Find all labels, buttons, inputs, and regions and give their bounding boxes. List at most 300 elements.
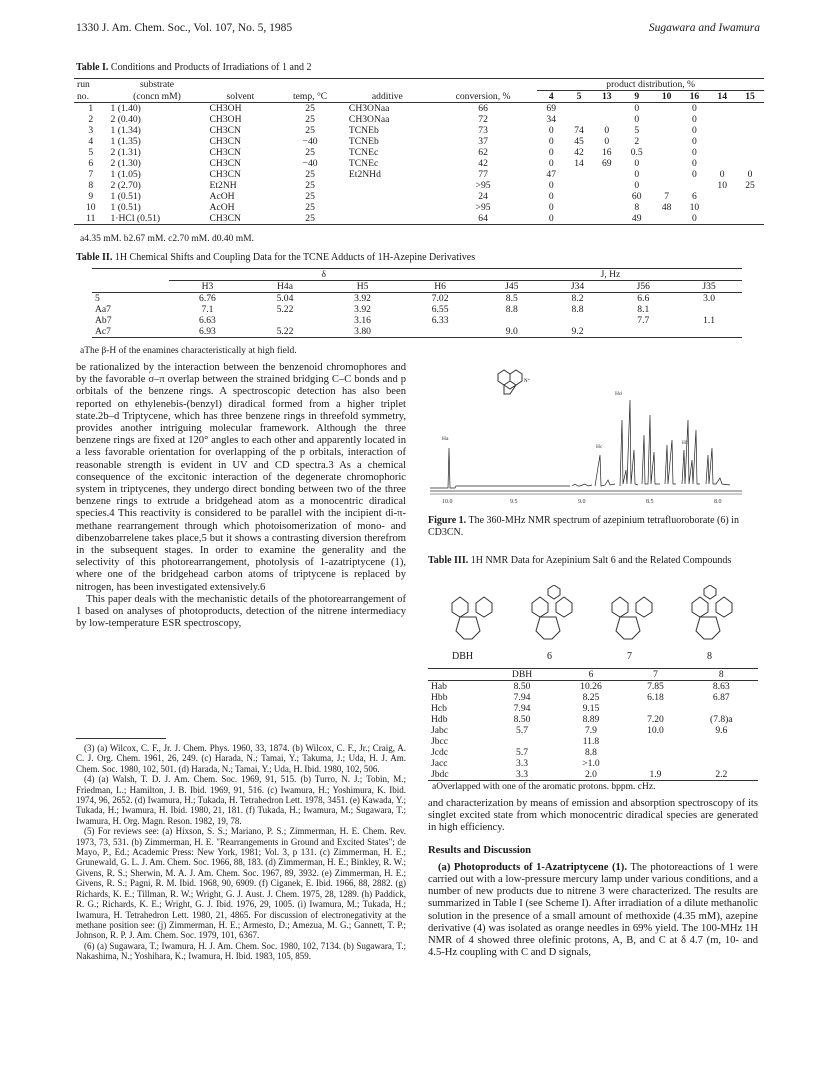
reference-5: (5) For reviews see: (a) Hixson, S. S.; Mariano, P. S.; Zimmerman, H. E. Chem. Rev. 1973, 73, 531. (b) Zimmerman, H. E. "Rearrangements in Ground and Excited States"; de Mayo, P., Ed.; Academic Press: New York, 1981; Vol. 3, p 131. (c) Zimmerman, H. E.; Grunewald, G. L. J. Am. Chem. Soc. 1966, 88, 183. (d) Zimmerman, H. E.; Binkley, R. W.; Givens, R. S.; Sherwin, M. A. J. Am. Chem. Soc. 1967, 89, 3932. (e) Zimmerman, H. E.; Givens, R. S.; Pagni, R. M. Ibid. 1968, 90, 6909. (f) Ciganek, E. Ibid. 1966, 88, 2882. (g) Richards, K. E.; Tillman, R. W.; Wright, G. J. Aust. J. Chem. 1975, 28, 1289. (h) Paddick, R. G.; Richards, K. E.; Wright, G. J. Ibid. 1976, 29, 1005. (i) Iwamura, M.; Tukada, H.; Iwamura, H. Tetrahedron Lett. 1980, 21, 4865. For discussion of electronegativity at the methane position see: (j) Zimmerman, H. E.; Armesto, D.; Amezua, M. G.; Gannett, T. P.; Johnson, R. P. J. Am. Chem. Soc. 1979, 101, 6367. [76,826,406,941]
t1-cell-3-4: TCNEb [348,136,379,147]
t1-cell-6-11: 0 [692,169,697,180]
t1-cell-7-7 [565,180,593,191]
t2-col-6: J56 [636,281,650,292]
table3-caption: Table III. 1H NMR Data for Azepinium Salt 6 and the Related Compounds [428,555,732,566]
t1-cell-0-5: 66 [478,103,488,114]
t1-cell-9-2: AcOH [209,202,235,213]
t1-cell-4-1: 2 (1.31) [110,147,141,158]
left-body-text [76,362,406,630]
t3-cell-7-3 [626,758,684,769]
t1-head-no: no. [77,90,89,102]
t1-cell-5-9: 0 [634,158,640,169]
t1-cell-7-12: 10 [717,180,727,191]
t1-cell-2-10 [653,125,681,136]
structure-label-dbh: DBH [452,651,474,662]
t1-cell-10-8 [593,213,621,225]
t2-cell-0-5: 8.5 [505,293,518,304]
t1-cell-10-2: CH3CN [209,213,241,224]
t2-cell-0-8: 3.0 [703,293,716,304]
t1-cell-2-11: 0 [692,125,697,136]
t3-cell-5-0: Jbcc [431,736,449,747]
t1-head-substrate: substrate [139,79,175,91]
axis-tick-8.5: 8.5 [646,499,654,505]
t1-cell-5-12 [708,158,736,169]
t1-cell-4-2: CH3CN [209,147,241,158]
t2-col-0: H3 [201,281,214,292]
t2-cell-2-3: 3.16 [354,315,371,326]
peak-label-a: Ha [442,436,449,442]
t1-cell-4-7: 42 [574,147,584,158]
structure-label-6: 6 [547,651,552,662]
t1-cell-4-13 [736,147,764,158]
t1-cell-0-1: 1 (1.40) [110,103,141,114]
t1-cell-6-8 [593,169,621,180]
t2-cell-1-5: 8.8 [505,304,518,315]
t1-cell-10-11: 0 [692,213,697,224]
structure-drawings [452,585,732,639]
t1-cell-5-2: CH3CN [209,158,241,169]
t1-cell-8-1: 1 (0.51) [110,191,141,202]
t1-cell-4-12 [708,147,736,158]
t3-col-2: 7 [653,669,658,680]
table3 [428,668,758,781]
t1-cell-5-7: 14 [574,158,584,169]
t1-cell-8-12 [708,191,736,202]
t2-cell-3-1: 6.93 [199,326,216,337]
t1-cell-0-6: 69 [546,103,557,114]
t1-cell-10-0: 11 [86,213,96,224]
t1-cell-8-11: 6 [692,191,697,202]
t3-cell-0-4: 8.63 [712,681,730,692]
table-row [428,769,758,781]
t2-cell-3-2: 5.22 [276,326,294,337]
spectrum-axis [430,494,742,505]
t1-cell-7-8 [593,180,621,191]
t1-cell-7-4 [346,180,429,191]
table-row [74,180,764,191]
t1-cell-1-8 [593,114,621,125]
t2-cell-3-4 [401,326,479,338]
t1-cell-3-11: 0 [692,136,697,147]
t1-cell-8-0: 9 [88,191,94,202]
t1-cell-0-2: CH3OH [209,103,242,114]
running-header-left: 1330 J. Am. Chem. Soc., Vol. 107, No. 5, 1985 [76,22,293,34]
t1-cell-9-3: 25 [305,202,315,213]
t2-col-4: J45 [505,281,519,292]
t1-cell-0-11: 0 [692,103,697,114]
t2-head-jhz: J, Hz [479,269,742,281]
t3-cell-6-0: Jcdc [431,747,449,758]
table2-caption: Table II. 1H Chemical Shifts and Coupling Data for the TCNE Adducts of 1H-Azepine Derivatives [76,252,476,263]
t1-cell-10-13 [736,213,764,225]
t1-head-p7: 15 [745,91,755,102]
running-header-right: Sugawara and Iwamura [648,22,760,34]
t1-cell-8-4 [346,191,429,202]
t1-head-solvent: solvent [226,90,255,102]
t1-cell-8-10: 7 [664,191,670,202]
t1-cell-6-13: 0 [747,169,753,180]
t2-col-7: J35 [702,281,716,292]
t1-cell-2-9: 5 [634,125,640,136]
t3-cell-3-0: Hdb [431,714,448,725]
t1-head-p3: 9 [634,91,640,102]
t1-cell-5-5: 42 [478,158,488,169]
table-row [74,125,764,136]
t2-col-3: H6 [434,281,446,292]
table-row [74,114,764,125]
table-row [428,736,758,747]
t1-cell-5-6: 0 [548,158,554,169]
t1-cell-5-1: 2 (1.30) [110,158,141,169]
table-row [428,703,758,714]
t3-col-3: 8 [718,669,724,680]
t1-cell-5-13 [736,158,764,169]
t1-cell-9-7 [565,202,593,213]
t2-cell-2-5 [479,315,545,326]
t1-cell-1-9: 0 [634,114,640,125]
t3-cell-8-0: Jbdc [431,769,449,780]
t1-cell-8-3: 25 [305,191,315,202]
t1-cell-10-3: 25 [305,213,315,224]
t1-cell-0-13 [736,103,764,115]
t1-cell-1-10 [653,114,681,125]
table1 [74,78,764,225]
t1-cell-3-13 [736,136,764,147]
t1-head-conversion: conversion, % [455,90,511,102]
t3-cell-3-3: 7.20 [647,714,664,725]
t2-cell-0-4: 7.02 [431,293,449,304]
t3-cell-0-2: 10.26 [580,681,602,692]
reference-6: (6) (a) Sugawara, T.; Iwamura, H. J. Am. Chem. Soc. 1980, 102, 7134. (b) Sugawara, T.; Nakashima, N.; Yoshihara, K.; Iwamura, H. Ibid. 1983, 105, 859. [76,940,406,962]
t2-cell-0-7: 6.6 [637,293,650,304]
t1-cell-4-3: 25 [305,147,315,158]
t1-cell-2-7: 74 [574,125,584,136]
table-row [74,136,764,147]
t1-cell-2-4: TCNEb [348,125,379,136]
t1-cell-3-9: 2 [634,136,640,147]
t1-cell-6-9: 0 [634,169,640,180]
t1-cell-2-12 [708,125,736,136]
t1-cell-5-11: 0 [692,158,697,169]
t3-cell-5-2: 11.8 [582,736,600,747]
t1-cell-7-9: 0 [634,180,640,191]
t1-cell-10-7 [565,213,593,225]
peak-label-c: Hc [596,444,603,450]
t1-cell-8-2: AcOH [209,191,235,202]
t2-cell-1-6: 8.8 [571,304,584,315]
t2-cell-2-2 [246,315,324,326]
t3-cell-4-3: 10.0 [647,725,664,736]
t1-cell-1-12 [708,114,736,125]
t1-head-temp: temp, °C [292,90,328,102]
t3-cell-0-0: Hab [431,681,447,692]
t2-cell-2-6 [545,315,611,326]
t2-cell-1-4: 6.55 [431,304,449,315]
t1-cell-3-1: 1 (1.35) [110,136,141,147]
t1-head-p5: 16 [689,91,700,102]
t1-cell-9-6: 0 [548,202,554,213]
t1-cell-10-5: 64 [478,213,488,224]
table-row [92,315,742,326]
t2-cell-0-1: 6.76 [199,293,216,304]
t1-cell-1-0: 2 [88,114,94,125]
t1-cell-0-10 [653,103,681,115]
t1-cell-4-9: 0.5 [630,147,643,158]
left-paragraph-1: be rationalized by the interaction between the benzenoid chromophores and by the favorable σ–π overlap between the strained bridging C–C bonds and p orbitals of the benzene rings. A spectroscopic detection has also been reported on ethylenebis-(benzyl) diradical formed from a higher triplet state.2b–d Triptycene, which has three benzene rings in threefold symmetry, provides another intriguing molecular framework. Although the three benzene rings are fixed at 120° angles to each other and apparently located in a less favorable orientation for overlapping of the p orbitals, interaction of reasonable strength is evident in UV and CD spectra.3 As a chemical consequence of the excitonic interaction of the degenerate chromophoric system in triptycenes, they undergo direct bonding between two of the three benzene rings to extrude a bridgehead atom as a monocentric diradical species.4 This reactivity is considered to be parallel with the incipient di-π-methane rearrangement through which photoisomerization of mono- and dibenzobarrelene takes place,5 but it shows a contrasting diversion therefrom in the subsequent stages. In order to examine the generality and the selectivity of this photorearrangement, photolysis of 1-azatriptycene (1), where one of the bridgehead carbon atoms of triptycene is replaced by nitrogen, has been investigated extensively.6 [76,362,406,593]
t1-cell-7-13: 25 [745,180,755,191]
t2-cell-3-8 [676,326,742,338]
t3-cell-3-2: 8.89 [582,714,600,725]
t1-cell-2-3: 25 [305,125,315,136]
t1-cell-8-7 [565,191,593,202]
t3-cell-1-1: 7.94 [513,692,531,703]
t2-cell-0-0: 5 [95,293,100,304]
t3-cell-1-0: Hbb [431,692,448,703]
t2-cell-1-3: 3.92 [354,304,371,315]
t2-cell-2-0: Ab7 [95,315,112,326]
table2-footnote: aThe β-H of the enamines characteristically at high field. [80,346,297,356]
table-row [428,758,758,769]
t1-cell-10-4 [346,213,429,225]
t2-col-2: H5 [356,281,369,292]
t3-cell-0-1: 8.50 [513,681,531,692]
table-row [74,213,764,225]
t1-cell-8-9: 60 [631,191,642,202]
structure-label-7: 7 [627,651,632,662]
peak-label-d: Hd [615,391,622,397]
t2-cell-2-1: 6.63 [199,315,216,326]
t1-cell-10-6: 0 [548,213,554,224]
table-row [428,692,758,703]
t2-cell-2-4: 6.33 [431,315,449,326]
table1-caption: Table I. Conditions and Products of Irradiations of 1 and 2 [76,62,312,73]
t1-cell-0-12 [708,103,736,115]
t2-col-1: H4a [277,281,293,292]
t3-cell-8-3: 1.9 [649,769,662,780]
t1-cell-6-7 [565,169,593,180]
table-row [428,714,758,725]
right-body-text [428,798,758,959]
t1-cell-4-11: 0 [692,147,697,158]
subsection-paragraph [428,862,758,960]
t3-cell-7-1: 3.3 [516,758,529,769]
t1-cell-9-13 [736,202,764,213]
reference-3: (3) (a) Wilcox, C. F., Jr. J. Chem. Phys. 1960, 33, 1874. (b) Wilcox, C. F., Jr.; Craig, A. C. J. Org. Chem. 1961, 26, 249. (c) Harada, N.; Tamai, Y.; Takuma, J.; Uda, H. J. Am. Chem. Soc. 1980, 102, 501. (d) Harada, N.; Tamai, Y.; Uda, H. Ibid. 1980, 102, 506. [76,743,406,774]
t3-cell-5-1 [488,736,555,747]
t1-cell-5-3: −40 [302,158,318,169]
t2-cell-2-8: 1.1 [703,315,716,326]
t1-cell-1-5: 72 [478,114,488,125]
t1-cell-10-1: 1·HCl (0.51) [110,213,161,224]
t1-cell-8-13 [736,191,764,202]
t1-cell-0-7 [565,103,593,115]
t1-cell-5-0: 6 [88,158,94,169]
section-heading: Results and Discussion [428,844,532,856]
t2-cell-3-5: 9.0 [505,326,518,337]
table2 [92,268,742,338]
t1-head-concn: (concn mM) [133,90,181,102]
t2-cell-1-2: 5.22 [276,304,294,315]
t1-head-p6: 14 [717,91,727,102]
axis-tick-9.0: 9.0 [578,499,586,505]
t3-cell-2-2: 9.15 [582,703,600,714]
t1-cell-7-0: 8 [88,180,94,191]
t3-cell-4-1: 5.7 [516,725,529,736]
t1-cell-2-2: CH3CN [209,125,241,136]
t1-cell-6-10 [653,169,681,180]
t1-cell-6-5: 77 [478,169,488,180]
t1-cell-9-8 [593,202,621,213]
t1-cell-1-2: CH3OH [209,114,242,125]
t1-cell-6-1: 1 (1.05) [110,169,141,180]
reference-4: (4) (a) Walsh, T. D. J. Am. Chem. Soc. 1969, 91, 515. (b) Turro, N. J.; Tobin, M.; Friedman, L.; Hamilton, J. B. Ibid. 1969, 91, 516. (c) Iwamura, H.; Yoshimura, K. Ibid. 1974, 96, 2652. (d) Iwamura, H.; Tukada, H. Tetrahedron Lett. 1978, 3451. (e) Kawada, Y.; Tukada, H.; Iwamura, H. Ibid. 1980, 21, 181. (f) Tukada, H.; Iwamura, M.; Sugawara, T.; Iwamura, H. Org. Magn. Reson. 1982, 19, 78. [76,774,406,826]
t1-cell-9-0: 10 [85,202,96,213]
t1-cell-1-1: 2 (0.40) [110,114,141,125]
table-row [428,681,758,693]
t1-cell-6-12: 0 [719,169,725,180]
figure1-nmr-spectrum [420,360,750,510]
subsection-title: (a) Photoproducts of 1-Azatriptycene (1). [438,861,627,873]
t3-cell-3-4: (7.8)a [710,714,733,725]
references [76,743,406,962]
t1-cell-7-1: 2 (2.70) [110,180,141,191]
t1-cell-3-12 [708,136,736,147]
t3-cell-4-2: 7.9 [584,725,597,736]
t3-cell-8-2: 2.0 [584,769,597,780]
table-row [428,747,758,758]
right-paragraph: and characterization by means of emission and absorption spectroscopy of its singlet excited state from which monocentric diradical species are generated in high efficiency. [428,798,758,834]
axis-tick-9.5: 9.5 [510,499,518,505]
t1-head-p4: 10 [661,91,672,102]
t3-cell-1-2: 8.25 [582,692,600,703]
t1-cell-6-4: Et2NHd [348,169,381,180]
table-row [74,103,764,115]
t1-cell-3-7: 45 [574,136,584,147]
t1-cell-10-10 [653,213,681,225]
t1-cell-6-0: 7 [88,169,94,180]
t1-cell-4-4: TCNEc [348,147,379,158]
t3-cell-8-4: 2.2 [715,769,728,780]
t3-cell-6-2: 8.8 [584,747,597,758]
left-paragraph-2: This paper deals with the mechanistic details of the photorearrangement of 1 based on analyses of photoproducts, detection of the nitrene intermediacy by low-temperature ESR spectroscopy, [76,593,406,630]
t1-cell-0-8 [593,103,621,115]
t1-cell-2-8: 0 [604,125,610,136]
t1-cell-7-6: 0 [548,180,554,191]
t1-cell-2-1: 1 (1.34) [110,125,141,136]
t1-cell-1-13 [736,114,764,125]
t3-cell-6-4 [685,747,758,758]
t1-cell-3-8: 0 [604,136,610,147]
peak-label-b: Hb [682,440,689,446]
t1-head-run: run [77,79,90,91]
t1-cell-1-11: 0 [692,114,697,125]
t1-cell-9-1: 1 (0.51) [110,202,141,213]
t2-cell-3-0: Ac7 [95,326,111,337]
t1-cell-3-0: 4 [88,136,94,147]
t3-cell-6-1: 5.7 [516,747,529,758]
t3-cell-2-0: Hcb [431,703,447,714]
t2-cell-3-6: 9.2 [571,326,584,337]
structure-label: N⁺ [524,379,531,384]
t1-cell-1-7 [565,114,593,125]
t2-cell-0-3: 3.92 [354,293,371,304]
t3-cell-8-1: 3.3 [516,769,529,780]
t2-cell-1-0: Aa7 [95,304,111,315]
t2-cell-3-7 [610,326,676,338]
t1-cell-4-0: 5 [88,147,94,158]
t1-cell-9-12 [708,202,736,213]
t3-col-1: 6 [588,669,594,680]
t1-cell-9-10: 48 [661,202,672,213]
t3-cell-7-2: >1.0 [582,758,600,769]
t3-cell-1-4: 6.87 [712,692,730,703]
t1-cell-8-8 [593,191,621,202]
t3-col-0: DBH [511,669,533,680]
t1-cell-9-5: >95 [475,202,491,213]
structure-label-8: 8 [707,651,712,662]
table-row [92,304,742,315]
t1-cell-2-6: 0 [548,125,554,136]
t2-head-delta: δ [169,269,479,281]
t1-cell-1-3: 25 [305,114,315,125]
t1-head-p2: 13 [601,91,612,102]
t2-cell-0-6: 8.2 [571,293,584,304]
t3-cell-1-3: 6.18 [647,692,664,703]
table-row [74,147,764,158]
t1-cell-0-4: CH3ONaa [348,103,390,114]
t1-cell-10-12 [708,213,736,225]
t1-cell-1-6: 34 [546,114,557,125]
t1-cell-0-3: 25 [305,103,315,114]
t2-col-5: J34 [570,281,585,292]
t1-cell-6-3: 25 [305,169,315,180]
figure1-caption: Figure 1. The 360-MHz NMR spectrum of azepinium tetrafluoroborate (6) in CD3CN. [428,515,739,538]
table-row [74,169,764,180]
t3-cell-4-0: Jabc [431,725,449,736]
t1-cell-8-5: 24 [478,191,488,202]
t2-cell-3-3: 3.80 [354,326,371,337]
t1-cell-8-6: 0 [548,191,554,202]
t3-cell-2-1: 7.94 [513,703,531,714]
axis-tick-10.0: 10.0 [442,499,453,505]
t1-cell-4-5: 62 [478,147,488,158]
t1-cell-4-10 [653,147,681,158]
t1-cell-9-9: 8 [634,202,640,213]
t3-cell-7-0: Jacc [431,758,448,769]
footnote-rule [76,738,166,739]
t3-cell-2-4 [685,703,758,714]
table-row [74,158,764,169]
t1-cell-7-11 [681,180,709,191]
t1-cell-3-2: CH3CN [209,136,241,147]
t1-cell-4-8: 16 [601,147,612,158]
t3-cell-0-3: 7.85 [647,681,664,692]
t1-cell-1-4: CH3ONaa [348,114,390,125]
t1-cell-9-4 [346,202,429,213]
t1-cell-3-5: 37 [478,136,488,147]
t1-cell-0-9: 0 [634,103,640,114]
table-row [92,293,742,305]
subsection-text: The photoreactions of 1 were carried out with a low-pressure mercury lamp under various conditions, and a number of new products due to nitrene 3 were characterized. The results are summarized in Table I (see Scheme I). After irradiation of a dilute methanolic solution in the presence of a small amount of methoxide (4.35 mM), azepine derivative (4) was isolated as orange needles in 69% yield. The 100-MHz 1H NMR of 4 showed three olefinic protons, A, B, and C at δ 4.7 (m, 10- and 4.5-Hz coupling with C and D signals, [428,861,758,959]
t1-cell-5-4: TCNEc [348,158,379,169]
t1-cell-5-10 [653,158,681,169]
t2-cell-0-2: 5.04 [276,293,294,304]
t1-cell-3-10 [653,136,681,147]
t1-head-p1: 5 [576,91,582,102]
t1-cell-0-0: 1 [88,103,94,114]
t1-cell-10-9: 49 [631,213,642,224]
t3-cell-7-4 [685,758,758,769]
